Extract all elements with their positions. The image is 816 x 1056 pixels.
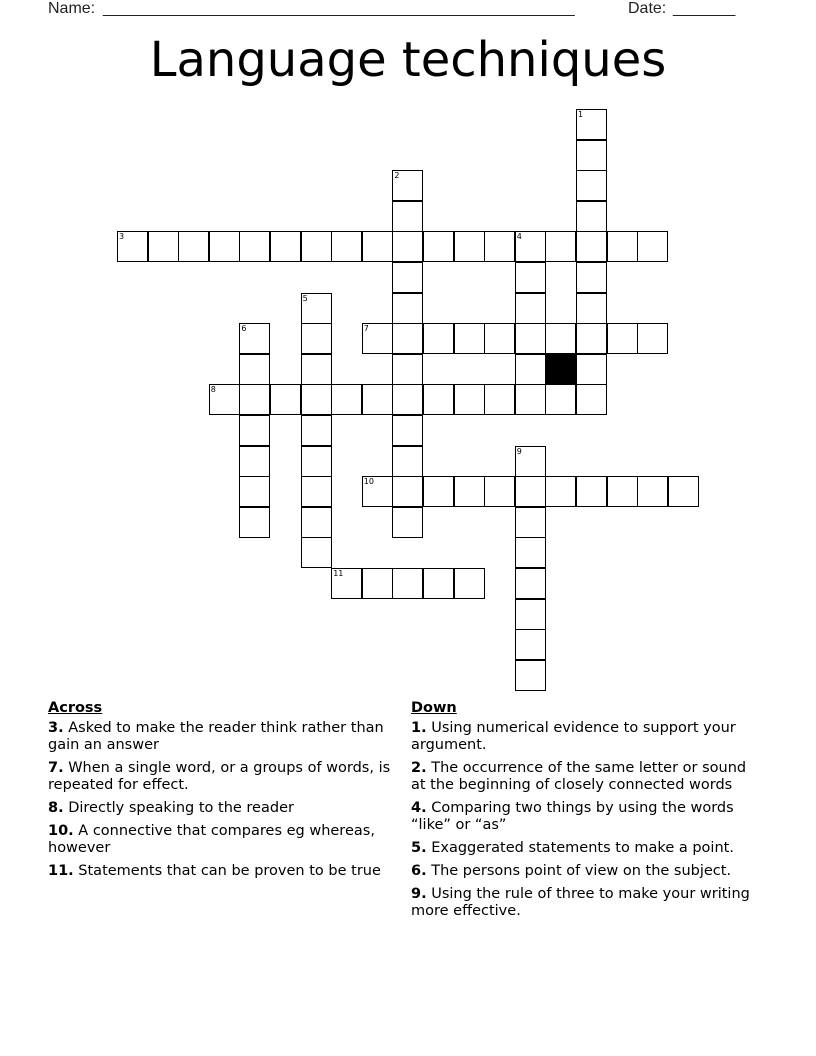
crossword-cell[interactable] bbox=[454, 231, 485, 262]
crossword-cell[interactable] bbox=[454, 476, 485, 507]
crossword-cell[interactable] bbox=[668, 476, 699, 507]
crossword-cell[interactable] bbox=[117, 231, 148, 262]
crossword-cell[interactable] bbox=[301, 476, 332, 507]
across-clue bbox=[48, 863, 393, 880]
crossword-cell[interactable] bbox=[515, 384, 546, 415]
page-title: Language techniques bbox=[149, 32, 667, 88]
clue-label-number: 2. bbox=[411, 760, 427, 776]
crossword-cell[interactable] bbox=[239, 415, 270, 446]
crossword-cell[interactable] bbox=[576, 201, 607, 232]
crossword-cell[interactable] bbox=[576, 384, 607, 415]
clue-number: 11 bbox=[333, 569, 344, 578]
across-clue bbox=[48, 800, 393, 817]
crossword-cell[interactable] bbox=[301, 231, 332, 262]
crossword-cell[interactable] bbox=[454, 323, 485, 354]
crossword-cell[interactable] bbox=[423, 323, 454, 354]
crossword-cell[interactable] bbox=[301, 384, 332, 415]
crossword-cell[interactable] bbox=[515, 629, 546, 660]
crossword-cell[interactable] bbox=[515, 507, 546, 538]
crossword-cell[interactable] bbox=[392, 293, 423, 324]
crossword-cell[interactable] bbox=[423, 476, 454, 507]
crossword-cell[interactable] bbox=[545, 323, 576, 354]
across-clue-list bbox=[48, 720, 393, 880]
crossword-cell[interactable] bbox=[270, 231, 301, 262]
clue-number: 2 bbox=[394, 171, 400, 181]
crossword-cell[interactable] bbox=[484, 323, 515, 354]
crossword-cell[interactable] bbox=[239, 446, 270, 477]
crossword-cell[interactable] bbox=[362, 476, 393, 507]
crossword-cell[interactable] bbox=[331, 384, 362, 415]
clue-text: Directly speaking to the reader bbox=[63, 800, 294, 816]
crossword-cell[interactable] bbox=[301, 507, 332, 538]
crossword-cell[interactable] bbox=[576, 354, 607, 385]
crossword-cell[interactable] bbox=[392, 415, 423, 446]
crossword-cell[interactable] bbox=[576, 170, 607, 201]
crossword-cell[interactable] bbox=[362, 231, 393, 262]
crossword-cell[interactable] bbox=[362, 568, 393, 599]
crossword-cell[interactable] bbox=[392, 231, 423, 262]
clue-label-number: 6. bbox=[411, 863, 427, 879]
crossword-cell[interactable] bbox=[484, 384, 515, 415]
crossword-cell[interactable] bbox=[392, 446, 423, 477]
down-clue bbox=[411, 800, 761, 834]
crossword-cell[interactable] bbox=[239, 384, 270, 415]
crossword-cell[interactable] bbox=[515, 262, 546, 293]
clue-text: Using numerical evidence to support your argument. bbox=[411, 720, 736, 753]
clue-label-number: 8. bbox=[48, 800, 64, 816]
crossword-cell[interactable] bbox=[301, 323, 332, 354]
crossword-cell[interactable] bbox=[515, 354, 546, 385]
crossword-cell[interactable] bbox=[515, 599, 546, 630]
across-heading: Across bbox=[48, 700, 103, 716]
down-clue bbox=[411, 840, 761, 857]
clue-number: 7 bbox=[363, 324, 369, 334]
crossword-cell[interactable] bbox=[392, 568, 423, 599]
crossword-cell[interactable] bbox=[576, 293, 607, 324]
down-clue bbox=[411, 863, 761, 880]
crossword-cell[interactable] bbox=[637, 231, 668, 262]
crossword-cell[interactable] bbox=[637, 323, 668, 354]
crossword-cell[interactable] bbox=[576, 476, 607, 507]
crossword-cell[interactable] bbox=[576, 262, 607, 293]
crossword-cell[interactable] bbox=[301, 415, 332, 446]
crossword-cell[interactable] bbox=[545, 476, 576, 507]
crossword-cell[interactable] bbox=[515, 660, 546, 691]
name-field-line[interactable]: _____________________________________________________ bbox=[103, 0, 575, 17]
crossword-cell[interactable] bbox=[148, 231, 179, 262]
crossword-cell[interactable] bbox=[545, 231, 576, 262]
clue-text: Exaggerated statements to make a point. bbox=[426, 840, 734, 856]
clue-text: The occurrence of the same letter or sound at the beginning of closely connected words bbox=[411, 760, 747, 793]
crossword-cell[interactable] bbox=[515, 537, 546, 568]
clue-text: Comparing two things by using the words “like” or “as” bbox=[411, 800, 734, 833]
clue-label-number: 3. bbox=[48, 720, 64, 736]
down-heading: Down bbox=[411, 700, 457, 716]
crossword-cell[interactable] bbox=[239, 354, 270, 385]
crossword-cell[interactable] bbox=[301, 354, 332, 385]
clue-label-number: 10. bbox=[48, 823, 74, 839]
crossword-cell[interactable] bbox=[392, 201, 423, 232]
crossword-cell[interactable] bbox=[331, 231, 362, 262]
crossword-cell[interactable] bbox=[576, 323, 607, 354]
crossword-cell[interactable] bbox=[209, 384, 240, 415]
crossword-cell[interactable] bbox=[607, 323, 638, 354]
crossword-cell[interactable] bbox=[209, 231, 240, 262]
clue-text: When a single word, or a groups of words, is repeated for effect. bbox=[48, 760, 391, 793]
across-clue bbox=[48, 720, 393, 754]
crossword-cell[interactable] bbox=[301, 293, 332, 324]
crossword-cell[interactable] bbox=[423, 568, 454, 599]
crossword-cell[interactable] bbox=[239, 507, 270, 538]
clue-number: 1 bbox=[578, 110, 584, 119]
crossword-cell[interactable] bbox=[301, 537, 332, 568]
crossword-cell[interactable] bbox=[239, 476, 270, 507]
clue-text: Using the rule of three to make your writing more effective. bbox=[411, 886, 750, 919]
crossword-cell[interactable] bbox=[515, 446, 546, 477]
crossword-cell[interactable] bbox=[515, 323, 546, 354]
crossword-cell[interactable] bbox=[423, 231, 454, 262]
crossword-cell[interactable] bbox=[362, 323, 393, 354]
crossword-cell[interactable] bbox=[362, 384, 393, 415]
crossword-cell[interactable] bbox=[423, 384, 454, 415]
crossword-cell[interactable] bbox=[392, 507, 423, 538]
crossword-cell[interactable] bbox=[515, 476, 546, 507]
crossword-cell[interactable] bbox=[392, 476, 423, 507]
crossword-cell[interactable] bbox=[392, 354, 423, 385]
crossword-cell[interactable] bbox=[392, 323, 423, 354]
clue-label-number: 7. bbox=[48, 760, 64, 776]
clue-label-number: 1. bbox=[411, 720, 427, 736]
down-clue bbox=[411, 720, 761, 754]
crossword-cell[interactable] bbox=[484, 476, 515, 507]
crossword-cell[interactable] bbox=[392, 262, 423, 293]
crossword-cell[interactable] bbox=[392, 384, 423, 415]
crossword-cell[interactable] bbox=[484, 231, 515, 262]
clue-number: 3 bbox=[119, 232, 125, 242]
across-clues bbox=[48, 700, 393, 886]
crossword-cell[interactable] bbox=[270, 384, 301, 415]
clue-number: 8 bbox=[210, 385, 216, 395]
down-clue-list bbox=[411, 720, 761, 920]
down-clues bbox=[411, 700, 761, 926]
across-clue bbox=[48, 823, 393, 857]
date-label: Date: bbox=[628, 0, 671, 17]
down-clue bbox=[411, 760, 761, 794]
crossword-cell[interactable] bbox=[576, 140, 607, 171]
down-clue bbox=[411, 886, 761, 920]
crossword-cell[interactable] bbox=[239, 323, 270, 354]
crossword-cell[interactable] bbox=[392, 170, 423, 201]
crossword-cell[interactable] bbox=[545, 384, 576, 415]
clue-label-number: 4. bbox=[411, 800, 427, 816]
clue-label-number: 9. bbox=[411, 886, 427, 902]
clue-number: 9 bbox=[516, 446, 522, 456]
crossword-cell[interactable] bbox=[331, 568, 362, 599]
date-field-line[interactable]: _______ bbox=[673, 0, 736, 17]
crossword-cell[interactable] bbox=[239, 231, 270, 262]
crossword-cell[interactable] bbox=[576, 231, 607, 262]
crossword-cell[interactable] bbox=[637, 476, 668, 507]
crossword-cell[interactable] bbox=[607, 231, 638, 262]
crossword-cell[interactable] bbox=[178, 231, 209, 262]
clue-text: Statements that can be proven to be true bbox=[73, 863, 381, 879]
crossword-cell[interactable] bbox=[515, 293, 546, 324]
crossword-black-cell bbox=[545, 354, 576, 385]
clue-label-number: 11. bbox=[48, 863, 74, 879]
crossword-cell[interactable] bbox=[454, 384, 485, 415]
clue-text: A connective that compares eg whereas, however bbox=[48, 823, 375, 856]
crossword-cell[interactable] bbox=[515, 568, 546, 599]
clue-number: 6 bbox=[241, 324, 247, 334]
clue-text: Asked to make the reader think rather than gain an answer bbox=[48, 720, 384, 753]
name-label: Name: bbox=[48, 0, 100, 17]
crossword-cell[interactable] bbox=[301, 446, 332, 477]
clue-text: The persons point of view on the subject. bbox=[426, 863, 732, 879]
crossword-cell[interactable] bbox=[576, 109, 607, 140]
clue-number: 10 bbox=[363, 477, 374, 487]
clue-number: 4 bbox=[516, 232, 522, 242]
across-clue bbox=[48, 760, 393, 794]
clue-number: 5 bbox=[302, 293, 308, 303]
crossword-cell[interactable] bbox=[607, 476, 638, 507]
crossword-cell[interactable] bbox=[454, 568, 485, 599]
crossword-cell[interactable] bbox=[515, 231, 546, 262]
clue-label-number: 5. bbox=[411, 840, 427, 856]
